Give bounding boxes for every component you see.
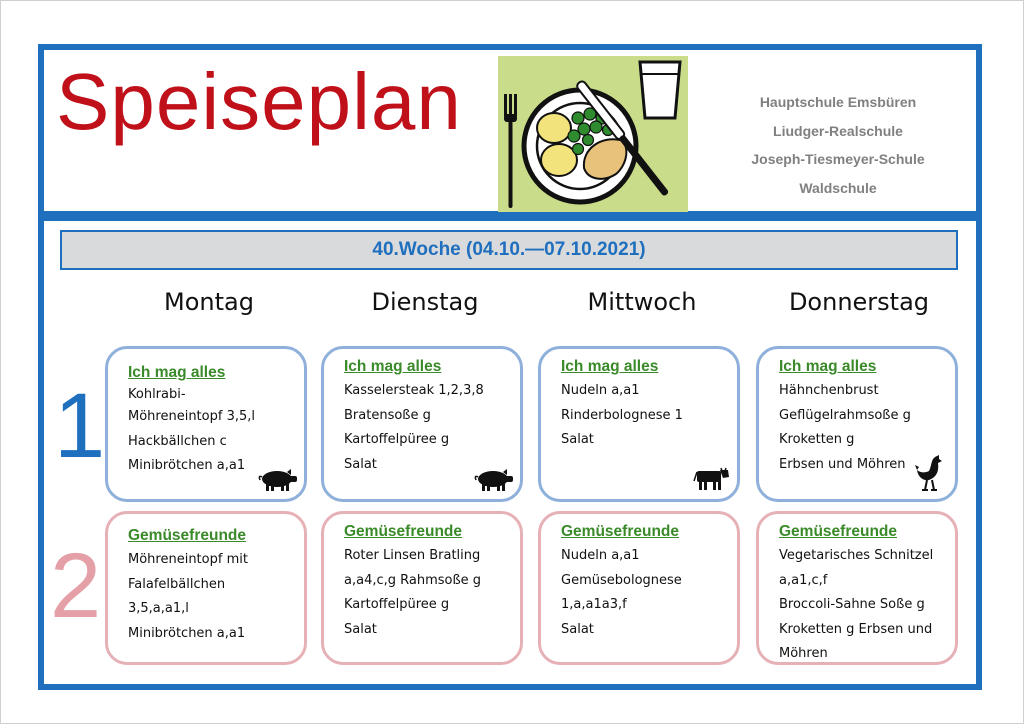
day-header-wednesday: Mittwoch (587, 288, 697, 316)
dish-line: Hackbällchen c (128, 433, 227, 449)
dish-line: Nudeln a,a1 (561, 383, 640, 398)
menu-heading: Ich mag alles (561, 358, 659, 375)
dish-line: Kartoffelpüree g (344, 432, 450, 447)
meal-plate-icon (498, 56, 688, 212)
menu-heading: Ich mag alles (128, 364, 226, 381)
page-title: Speiseplan (56, 57, 462, 146)
dish-line: Falafelbällchen (128, 576, 226, 592)
dish-line: Roter Linsen Bratling (344, 548, 481, 563)
school-name: Hauptschule Emsbüren (759, 94, 917, 110)
dish-line: 1,a,a1a3,f (561, 597, 627, 612)
chicken-icon (915, 453, 945, 493)
dish-line: Broccoli-Sahne Soße g (779, 597, 925, 612)
dish-line: Geflügelrahmsoße g (779, 407, 911, 423)
cow-icon (693, 465, 731, 491)
dish-line: Minibrötchen a,a1 (128, 458, 246, 473)
day-header-tuesday: Dienstag (371, 288, 479, 316)
dish-line: Kroketten g (779, 432, 855, 447)
header-divider (38, 211, 982, 221)
menu-heading: Ich mag alles (344, 358, 442, 375)
menu-card-monday-1 (105, 346, 307, 502)
menu-card-wednesday-1 (538, 346, 740, 502)
dish-line: Bratensoße g (344, 407, 431, 423)
day-header-monday: Montag (164, 288, 254, 316)
pig-icon (474, 467, 514, 491)
menu-number-1: 1 (54, 375, 106, 477)
menu-number-2: 2 (50, 535, 102, 637)
day-header-thursday: Donnerstag (788, 288, 930, 316)
menu-card-wednesday-2 (538, 511, 740, 665)
dish-line: a,a4,c,g Rahmsoße g (344, 572, 482, 588)
dish-line: Kartoffelpüree g (344, 597, 450, 612)
menu-heading: Gemüsefreunde (779, 523, 898, 540)
dish-line: Gemüsebolognese (561, 572, 682, 588)
dish-line: 3,5,a,a1,l (128, 601, 189, 616)
dish-line: a,a1,c,f (779, 572, 828, 588)
dish-line: Erbsen und Möhren (779, 456, 906, 472)
dish-line: Hähnchenbrust (779, 383, 879, 398)
school-list (728, 88, 948, 202)
menu-card-monday-2 (105, 511, 307, 665)
dish-line: Kasselersteak 1,2,3,8 (344, 383, 484, 398)
dish-line: Möhreneintopf mit (128, 552, 248, 567)
dish-line: Möhren (779, 646, 828, 661)
dish-line: Vegetarisches Schnitzel (779, 548, 934, 563)
dish-line: Minibrötchen a,a1 (128, 625, 246, 641)
dish-line: Kroketten g Erbsen und (779, 621, 933, 637)
dish-line: Möhreneintopf 3,5,l (128, 409, 255, 424)
dish-line: Salat (344, 621, 377, 637)
menu-heading: Gemüsefreunde (561, 523, 680, 540)
dish-line: Kohlrabi- (128, 387, 186, 402)
week-banner: 40.Woche (04.10.—07.10.2021) (60, 230, 958, 270)
menu-heading: Gemüsefreunde (128, 527, 247, 544)
school-name: Liudger-Realschule (773, 122, 903, 139)
dish-line: Rinderbolognese 1 (561, 407, 683, 423)
pig-icon (258, 467, 298, 491)
menu-card-tuesday-2 (321, 511, 523, 665)
dish-line: Salat (344, 456, 377, 472)
dish-line: Salat (561, 432, 594, 447)
school-name: Waldschule (799, 179, 877, 196)
menu-card-thursday-2 (756, 511, 958, 665)
dish-line: Nudeln a,a1 (561, 548, 640, 563)
school-name: Joseph-Tiesmeyer-Schule (751, 151, 925, 167)
menu-card-thursday-1 (756, 346, 958, 502)
menu-heading: Gemüsefreunde (344, 523, 463, 540)
dish-line: Salat (561, 621, 594, 637)
menu-card-tuesday-1 (321, 346, 523, 502)
menu-heading: Ich mag alles (779, 358, 877, 375)
